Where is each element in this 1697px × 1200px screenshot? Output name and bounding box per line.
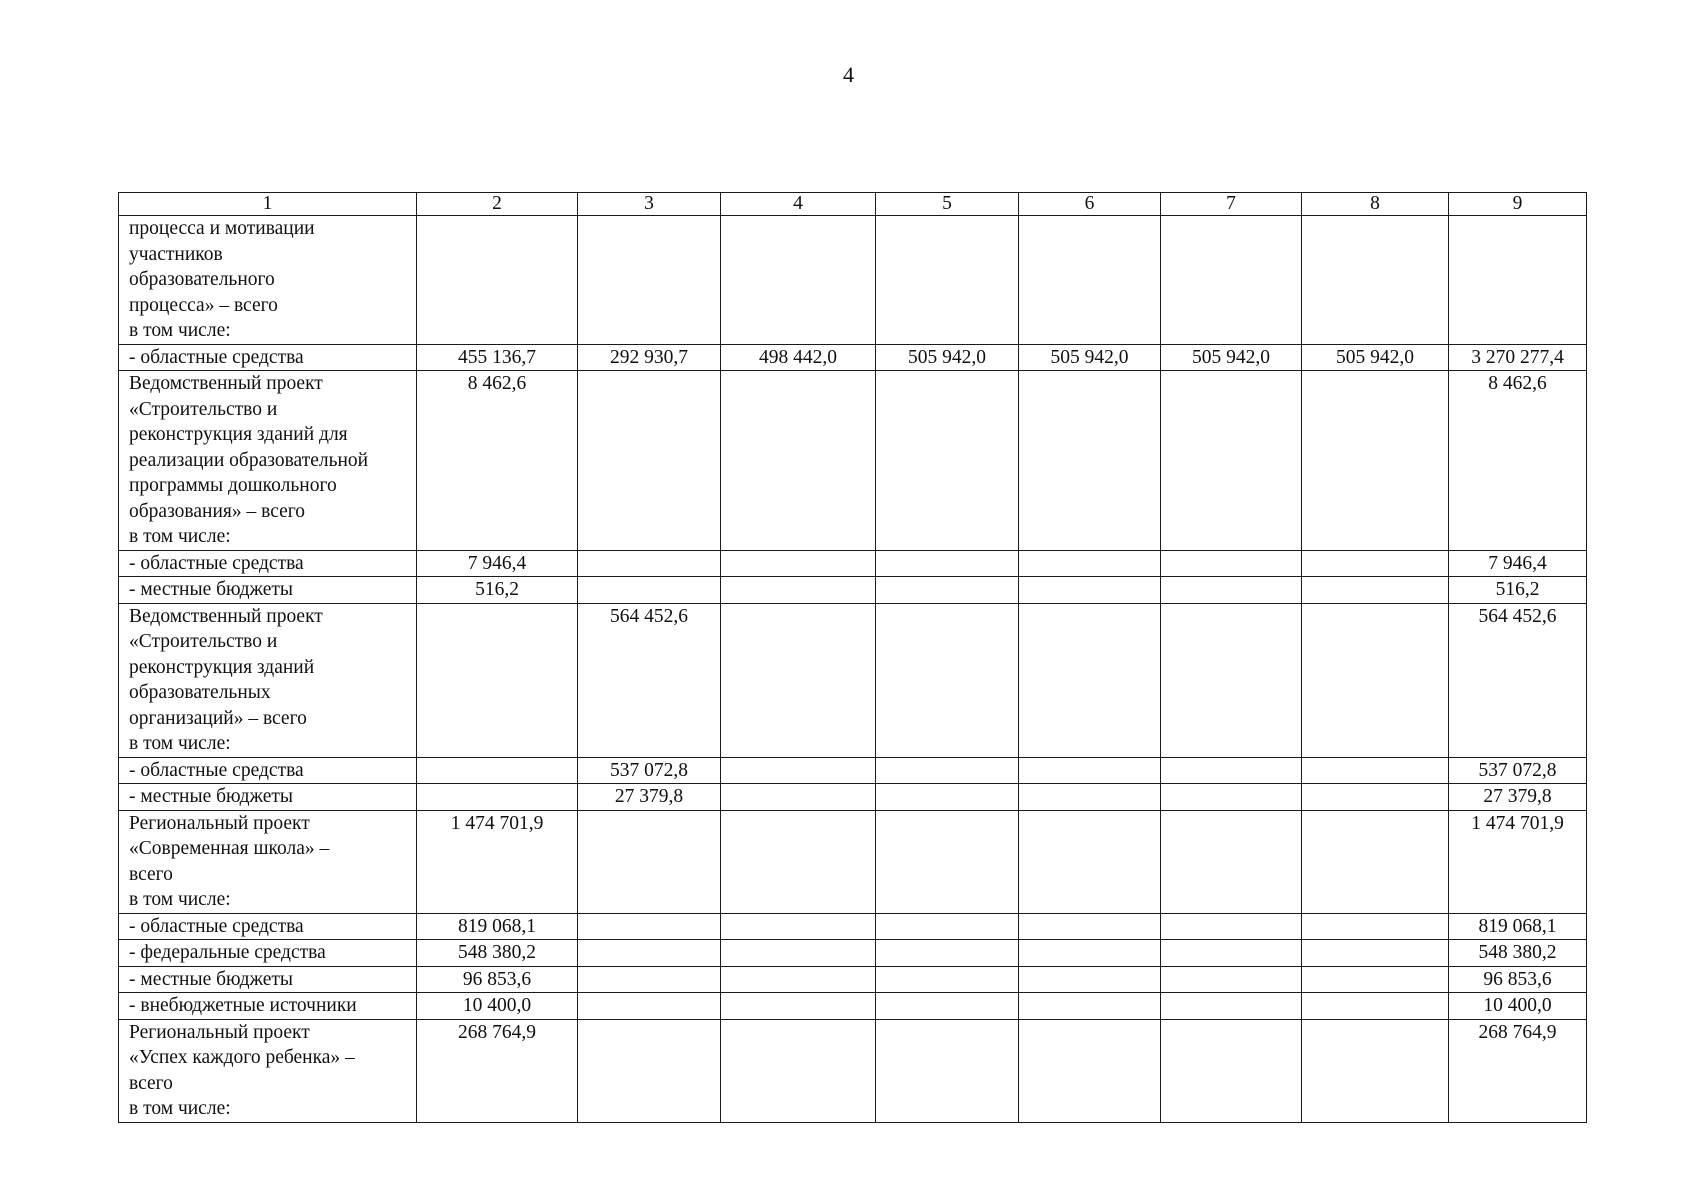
value-cell — [876, 1019, 1019, 1122]
value-cell — [876, 810, 1019, 913]
value-cell — [721, 784, 876, 811]
value-cell — [1019, 603, 1161, 757]
value-cell — [876, 940, 1019, 967]
value-cell: 27 379,8 — [578, 784, 721, 811]
value-cell — [1161, 757, 1302, 784]
value-cell: 516,2 — [417, 577, 578, 604]
row-label: - федеральные средства — [119, 940, 417, 967]
table-row — [119, 344, 1587, 371]
value-cell: 292 930,7 — [578, 344, 721, 371]
value-cell — [578, 993, 721, 1020]
value-cell: 455 136,7 — [417, 344, 578, 371]
value-cell: 268 764,9 — [417, 1019, 578, 1122]
value-cell — [721, 966, 876, 993]
value-cell — [1302, 757, 1449, 784]
column-header: 9 — [1449, 193, 1587, 216]
value-cell: 819 068,1 — [417, 913, 578, 940]
value-cell — [1302, 550, 1449, 577]
row-label: - областные средства — [119, 757, 417, 784]
value-cell — [417, 784, 578, 811]
value-cell — [721, 913, 876, 940]
column-header: 1 — [119, 193, 417, 216]
value-cell: 268 764,9 — [1449, 1019, 1587, 1122]
value-cell: 27 379,8 — [1449, 784, 1587, 811]
value-cell — [1019, 993, 1161, 1020]
table-body — [119, 216, 1587, 1123]
value-cell — [1019, 371, 1161, 551]
row-label: - областные средства — [119, 913, 417, 940]
value-cell — [721, 216, 876, 345]
row-label: Ведомственный проект «Строительство и реконструкция зданий для реализации образовательной программы дошкольного образования» – всего в том числе: — [119, 371, 417, 551]
value-cell — [417, 603, 578, 757]
value-cell — [417, 216, 578, 345]
row-label: процесса и мотивации участников образовательного процесса» – всего в том числе: — [119, 216, 417, 345]
value-cell — [1161, 913, 1302, 940]
value-cell — [578, 940, 721, 967]
row-label: - областные средства — [119, 550, 417, 577]
column-header: 7 — [1161, 193, 1302, 216]
table-row — [119, 810, 1587, 913]
value-cell — [578, 966, 721, 993]
value-cell: 10 400,0 — [417, 993, 578, 1020]
value-cell — [1019, 966, 1161, 993]
value-cell — [1019, 940, 1161, 967]
table-row — [119, 940, 1587, 967]
value-cell: 3 270 277,4 — [1449, 344, 1587, 371]
column-header: 6 — [1019, 193, 1161, 216]
value-cell — [1161, 371, 1302, 551]
value-cell: 548 380,2 — [417, 940, 578, 967]
value-cell — [578, 810, 721, 913]
value-cell — [578, 371, 721, 551]
table-row — [119, 784, 1587, 811]
value-cell — [1302, 966, 1449, 993]
value-cell — [1019, 784, 1161, 811]
table-row — [119, 577, 1587, 604]
value-cell — [1302, 940, 1449, 967]
column-header: 8 — [1302, 193, 1449, 216]
value-cell — [876, 550, 1019, 577]
table-row — [119, 966, 1587, 993]
value-cell — [1019, 1019, 1161, 1122]
table-row — [119, 913, 1587, 940]
value-cell: 537 072,8 — [578, 757, 721, 784]
table-row — [119, 216, 1587, 345]
value-cell — [876, 913, 1019, 940]
value-cell: 7 946,4 — [1449, 550, 1587, 577]
value-cell: 10 400,0 — [1449, 993, 1587, 1020]
value-cell: 505 942,0 — [1019, 344, 1161, 371]
value-cell — [578, 577, 721, 604]
row-label: Региональный проект «Современная школа» – всего в том числе: — [119, 810, 417, 913]
row-label: - местные бюджеты — [119, 784, 417, 811]
value-cell — [1302, 603, 1449, 757]
value-cell — [578, 1019, 721, 1122]
value-cell: 819 068,1 — [1449, 913, 1587, 940]
value-cell — [876, 603, 1019, 757]
table-row — [119, 550, 1587, 577]
value-cell: 96 853,6 — [417, 966, 578, 993]
value-cell — [1019, 757, 1161, 784]
value-cell — [876, 784, 1019, 811]
value-cell — [417, 757, 578, 784]
value-cell — [721, 993, 876, 1020]
value-cell — [1449, 216, 1587, 345]
value-cell — [876, 371, 1019, 551]
value-cell — [1019, 216, 1161, 345]
value-cell: 8 462,6 — [417, 371, 578, 551]
table-row — [119, 993, 1587, 1020]
value-cell — [1302, 810, 1449, 913]
value-cell — [1161, 966, 1302, 993]
table-row — [119, 757, 1587, 784]
value-cell — [721, 603, 876, 757]
value-cell — [1161, 810, 1302, 913]
value-cell — [1161, 1019, 1302, 1122]
value-cell: 564 452,6 — [1449, 603, 1587, 757]
value-cell — [578, 550, 721, 577]
column-header: 5 — [876, 193, 1019, 216]
value-cell — [1019, 577, 1161, 604]
value-cell: 96 853,6 — [1449, 966, 1587, 993]
value-cell — [1019, 550, 1161, 577]
row-label: - местные бюджеты — [119, 577, 417, 604]
row-label: - внебюджетные источники — [119, 993, 417, 1020]
value-cell — [578, 913, 721, 940]
value-cell — [876, 577, 1019, 604]
budget-table — [118, 192, 1587, 1123]
value-cell — [1302, 993, 1449, 1020]
value-cell — [578, 216, 721, 345]
value-cell — [876, 757, 1019, 784]
value-cell — [721, 757, 876, 784]
value-cell: 1 474 701,9 — [417, 810, 578, 913]
value-cell — [1161, 577, 1302, 604]
value-cell: 1 474 701,9 — [1449, 810, 1587, 913]
value-cell — [721, 577, 876, 604]
column-header: 3 — [578, 193, 721, 216]
column-header: 4 — [721, 193, 876, 216]
value-cell — [1161, 603, 1302, 757]
table-row — [119, 603, 1587, 757]
table-row — [119, 371, 1587, 551]
row-label: Ведомственный проект «Строительство и реконструкция зданий образовательных организаций» – всего в том числе: — [119, 603, 417, 757]
value-cell — [1302, 216, 1449, 345]
value-cell — [1302, 1019, 1449, 1122]
value-cell — [1302, 784, 1449, 811]
value-cell — [1019, 913, 1161, 940]
value-cell — [1161, 216, 1302, 345]
value-cell — [876, 993, 1019, 1020]
value-cell — [876, 216, 1019, 345]
header-row — [119, 193, 1587, 216]
value-cell — [721, 550, 876, 577]
value-cell — [1161, 550, 1302, 577]
value-cell — [721, 810, 876, 913]
value-cell — [721, 1019, 876, 1122]
value-cell: 516,2 — [1449, 577, 1587, 604]
value-cell — [721, 940, 876, 967]
value-cell — [1302, 913, 1449, 940]
table-row — [119, 1019, 1587, 1122]
value-cell — [1161, 993, 1302, 1020]
value-cell — [1161, 940, 1302, 967]
column-header: 2 — [417, 193, 578, 216]
page-number: 4 — [843, 62, 854, 87]
row-label: - областные средства — [119, 344, 417, 371]
value-cell: 7 946,4 — [417, 550, 578, 577]
row-label: - местные бюджеты — [119, 966, 417, 993]
value-cell: 505 942,0 — [1161, 344, 1302, 371]
value-cell: 505 942,0 — [876, 344, 1019, 371]
value-cell: 537 072,8 — [1449, 757, 1587, 784]
value-cell — [1302, 577, 1449, 604]
value-cell: 564 452,6 — [578, 603, 721, 757]
value-cell — [1161, 784, 1302, 811]
row-label: Региональный проект «Успех каждого ребенка» – всего в том числе: — [119, 1019, 417, 1122]
value-cell — [1019, 810, 1161, 913]
value-cell: 498 442,0 — [721, 344, 876, 371]
value-cell — [1302, 371, 1449, 551]
value-cell: 548 380,2 — [1449, 940, 1587, 967]
value-cell: 505 942,0 — [1302, 344, 1449, 371]
value-cell: 8 462,6 — [1449, 371, 1587, 551]
value-cell — [721, 371, 876, 551]
value-cell — [876, 966, 1019, 993]
